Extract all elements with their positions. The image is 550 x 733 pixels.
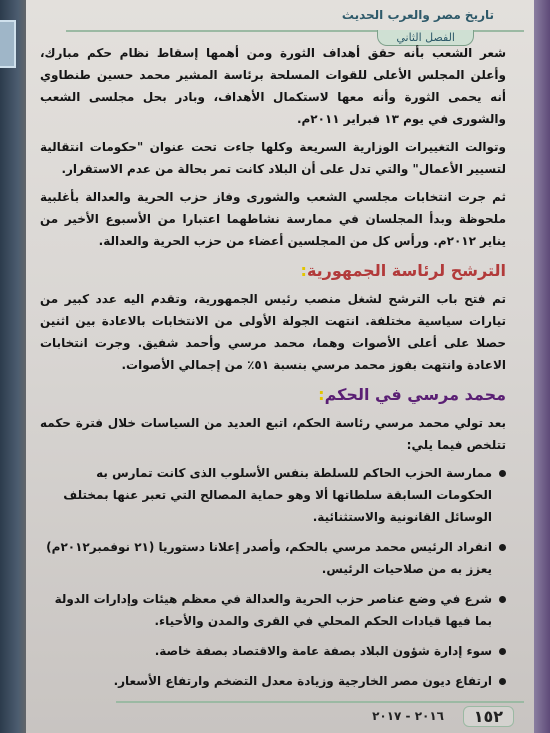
list-item (40, 670, 506, 692)
heading-colon: : (300, 261, 307, 280)
paragraph: بعد تولي محمد مرسي رئاسة الحكم، اتبع العديد من السياسات خلال فترة حكمه تتلخص فيما يلي: (40, 416, 506, 452)
paragraph: شعر الشعب بأنه حقق أهداف الثورة ومن أهمها إسقاط نظام حكم مبارك، وأعلن المجلس الأعلى للقوات المسلحة برئاسة المشير محمد حسين طنطاوي أنه يحمى الثورة وأنه معها لاستكمال الأهداف، وبادر بحل مجلسى الشعب والشورى في يوم ١٣ فبراير ٢٠١١م. (40, 46, 506, 126)
list-item (40, 536, 506, 580)
list-item-text: انفراد الرئيس محمد مرسي بالحكم، وأصدر إعلانا دستوريا (٢١ نوفمبر٢٠١٢م) يعزز به من صلاحيات الرئيس. (46, 540, 492, 576)
page-edge (534, 0, 550, 733)
section-heading (40, 258, 506, 284)
chapter-label: الفصل الثاني (377, 30, 474, 46)
page-content (40, 42, 506, 700)
page-tab-marker (0, 20, 16, 68)
bullet-icon (499, 596, 506, 603)
bullet-icon (499, 648, 506, 655)
page-number: ١٥٢ (463, 706, 514, 727)
list-item (40, 462, 506, 528)
list-item-text: ارتفاع ديون مصر الخارجية وزيادة معدل التضخم وارتفاع الأسعار. (113, 674, 492, 688)
bullet-icon (499, 470, 506, 477)
paragraph: ثم جرت انتخابات مجلسي الشعب والشورى وفاز حزب الحرية والعدالة بأغلبية ملحوظة وبدأ المجلسان في ممارسة نشاطهما اعتبارا من الأسبوع الأخير من يناير ٢٠١٢م. ورأس كل من المجلسين أعضاء من حزب الحرية والعدالة. (40, 190, 506, 248)
section-heading (40, 382, 506, 408)
book-page (26, 0, 534, 733)
list-item (40, 588, 506, 632)
academic-year: ٢٠١٦ - ٢٠١٧ (372, 709, 444, 723)
page-header (66, 0, 524, 32)
paragraph: تم فتح باب الترشح لشغل منصب رئيس الجمهورية، وتقدم اليه عدد كبير من تيارات سياسية مختلفة. انتهت الجولة الأولى من الانتخابات بالاعادة بين اثنين حصلا على أعلى الأصوات وهما، محمد مرسي وأحمد شفيق. وجرت انتخابات الاعادة وانتهت بفوز محمد مرسي بنسبة ٥١٪ من إجمالي الأصوات. (40, 292, 506, 372)
list-item-text: سوء إدارة شؤون البلاد بصفة عامة والاقتصاد بصفة خاصة. (154, 644, 492, 658)
list-item (40, 640, 506, 662)
book-title: تاريخ مصر والعرب الحديث (341, 8, 494, 22)
bullet-icon (499, 544, 506, 551)
paragraph: وتوالت التغييرات الوزارية السريعة وكلها جاءت تحت عنوان "حكومات انتقالية لتسيير الأعمال" والتي تدل على أن البلاد كانت تمر بحالة من عدم الاستقرار. (40, 140, 506, 176)
section-title: محمد مرسي في الحكم (324, 385, 506, 404)
list-item-text: ممارسة الحزب الحاكم للسلطة بنفس الأسلوب الذى كانت تمارس به الحكومات السابقة سلطاتها ألا وهو حماية المصالح التي تعبر عنها بمختلف الوسائل القانونية والاستثنائية. (63, 466, 492, 524)
heading-colon: : (318, 385, 325, 404)
policy-list (40, 462, 506, 692)
footer-rule (116, 701, 524, 703)
section-title: الترشح لرئاسة الجمهورية (306, 261, 506, 280)
bullet-icon (499, 678, 506, 685)
list-item-text: شرع في وضع عناصر حزب الحرية والعدالة في معظم هيئات وإدارات الدولة بما فيها قيادات الحكم المحلي في القرى والمدن والأحياء. (54, 592, 492, 628)
